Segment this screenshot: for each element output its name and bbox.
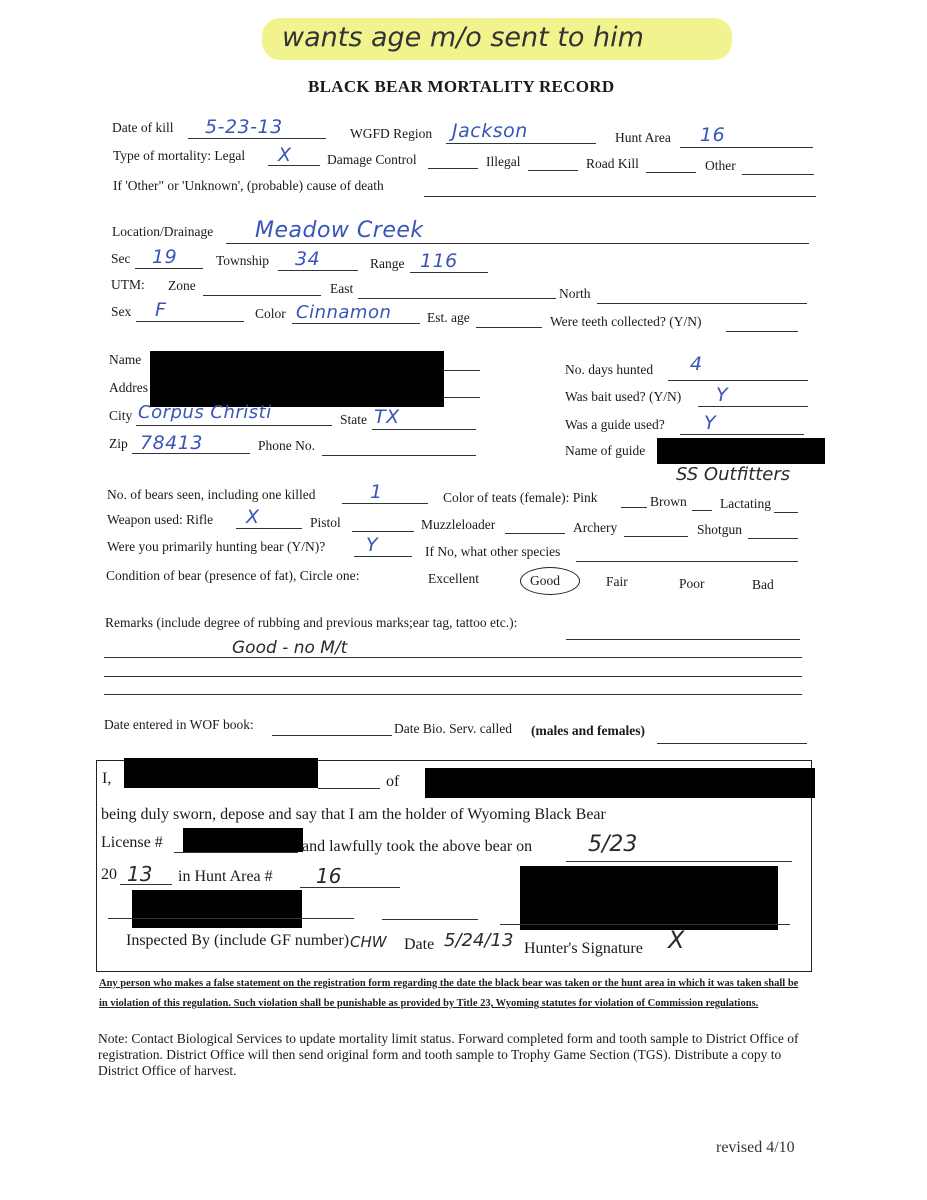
redacted-name-address [150, 351, 444, 407]
redacted-hunter-address [425, 768, 815, 798]
condition-fair: Fair [606, 574, 628, 589]
year-value: 13 [127, 862, 153, 886]
affidavit-i-label: I, [102, 770, 112, 787]
bait-used-value: Y [716, 384, 729, 406]
condition-excellent: Excellent [428, 571, 479, 586]
guide-name-label: Name of guide [565, 443, 646, 458]
city-label: City [109, 408, 133, 423]
remarks-label: Remarks (include degree of rubbing and previous marks;ear tag, tattoo etc.): [105, 615, 518, 630]
teeth-collected-label: Were teeth collected? (Y/N) [550, 314, 702, 329]
other-species-label: If No, what other species [425, 544, 561, 559]
address-label: Addres [109, 380, 148, 395]
muzzleloader-label: Muzzleloader [421, 517, 496, 532]
north-label: North [559, 286, 591, 301]
bait-used-label: Was bait used? (Y/N) [565, 389, 682, 404]
location-label: Location/Drainage [112, 224, 214, 239]
redacted-hunter-name [124, 758, 318, 788]
range-label: Range [370, 256, 405, 271]
color-label: Color [255, 306, 286, 321]
condition-poor: Poor [679, 576, 705, 591]
redacted-license-number [183, 828, 303, 852]
utm-label: UTM: [111, 277, 145, 292]
redacted-hunter-signature [520, 866, 778, 930]
other-label: Other [705, 158, 736, 173]
top-handwritten-note: wants age m/o sent to him [282, 22, 644, 53]
primarily-hunting-value: Y [366, 534, 379, 556]
affidavit-of-label: of [386, 773, 400, 790]
sex-value: F [155, 299, 167, 321]
sec-value: 19 [152, 246, 178, 268]
range-value: 116 [420, 250, 458, 272]
region-label: WGFD Region [350, 126, 433, 141]
shotgun-label: Shotgun [697, 522, 743, 537]
took-date-value: 5/23 [588, 832, 638, 857]
location-value: Meadow Creek [255, 218, 424, 243]
redacted-inspector-name [132, 890, 302, 928]
damage-control-label: Damage Control [327, 152, 417, 167]
condition-bad: Bad [752, 577, 774, 592]
east-label: East [330, 281, 354, 296]
hunt-area-value: 16 [700, 124, 726, 146]
revised-label: revised 4/10 [716, 1139, 795, 1156]
signature-mark: X [668, 926, 685, 954]
condition-good: Good [530, 573, 560, 588]
license-label: License # [101, 834, 163, 851]
state-label: State [340, 412, 367, 427]
affidavit-date-label: Date [404, 936, 435, 953]
zip-value: 78413 [140, 432, 203, 454]
region-value: Jackson [452, 120, 528, 142]
phone-label: Phone No. [258, 438, 315, 453]
mortality-mark: X [278, 144, 292, 166]
guide-used-label: Was a guide used? [565, 417, 665, 432]
bears-seen-label: No. of bears seen, including one killed [107, 487, 316, 502]
guide-used-value: Y [704, 412, 717, 434]
zone-label: Zone [168, 278, 196, 293]
hunter-signature-label: Hunter's Signature [524, 940, 643, 957]
brown-label: Brown [650, 494, 687, 509]
condition-label: Condition of bear (presence of fat), Circle one: [106, 568, 360, 583]
city-value: Corpus Christi [138, 402, 272, 423]
days-hunted-label: No. days hunted [565, 362, 654, 377]
note-text: Note: Contact Biological Services to update mortality limit status. Forward completed form and tooth sample to District Office of registration. District Office will then send original form and tooth sample to Trophy Game Section (TGS). Distribute a copy to District Office of harvest. [98, 1031, 799, 1078]
weapon-label: Weapon used: Rifle [107, 512, 214, 527]
redacted-guide-name [657, 438, 825, 464]
township-label: Township [216, 253, 270, 268]
lactating-label: Lactating [720, 496, 771, 511]
date-of-kill-label: Date of kill [112, 120, 174, 135]
warning-text: Any person who makes a false statement on the registration form regarding the date the black bear was taken or the hunt area in which it was taken shall be in violation of this regulation. Such violation shall be punishable as provided by Title 23, Wyoming statutes for violation of Commission regulations. [99, 978, 799, 1009]
date-of-kill-value: 5-23-13 [205, 116, 283, 138]
wof-date-label: Date entered in WOF book: [104, 717, 254, 732]
sworn-text: being duly sworn, depose and say that I am the holder of Wyoming Black Bear [101, 806, 606, 823]
inspected-by-label: Inspected By (include GF number) [126, 932, 350, 949]
hunt-area-label: Hunt Area [615, 130, 671, 145]
pistol-label: Pistol [310, 515, 341, 530]
road-kill-label: Road Kill [586, 156, 639, 171]
illegal-label: Illegal [486, 154, 521, 169]
bears-seen-value: 1 [370, 481, 383, 503]
took-text: and lawfully took the above bear on [302, 838, 533, 855]
weapon-mark: X [246, 506, 260, 528]
zip-label: Zip [109, 436, 128, 451]
est-age-label: Est. age [427, 310, 470, 325]
name-label: Name [109, 352, 142, 367]
days-hunted-value: 4 [690, 353, 703, 375]
state-value: TX [374, 406, 400, 428]
sec-label: Sec [111, 251, 131, 266]
affidavit-hunt-area-value: 16 [316, 864, 342, 888]
color-value: Cinnamon [296, 302, 392, 323]
primarily-hunting-label: Were you primarily hunting bear (Y/N)? [107, 539, 326, 554]
affidavit-date-value: 5/24/13 [444, 930, 514, 951]
bio-serv-label: Date Bio. Serv. called [394, 721, 512, 736]
remarks-value: Good - no M/t [232, 638, 348, 658]
archery-label: Archery [573, 520, 618, 535]
year-prefix: 20 [101, 866, 117, 883]
bio-serv-paren: (males and females) [531, 723, 645, 738]
teats-label: Color of teats (female): Pink [443, 490, 598, 505]
township-value: 34 [295, 248, 321, 270]
guide-note: SS Outfitters [676, 464, 791, 485]
mortality-label: Type of mortality: Legal [113, 148, 246, 163]
sex-label: Sex [111, 304, 132, 319]
form-title: BLACK BEAR MORTALITY RECORD [308, 77, 615, 96]
cause-of-death-label: If 'Other" or 'Unknown', (probable) cause of death [113, 178, 384, 193]
inspected-initials: CHW [350, 933, 387, 951]
hunt-area-text: in Hunt Area # [178, 868, 273, 885]
